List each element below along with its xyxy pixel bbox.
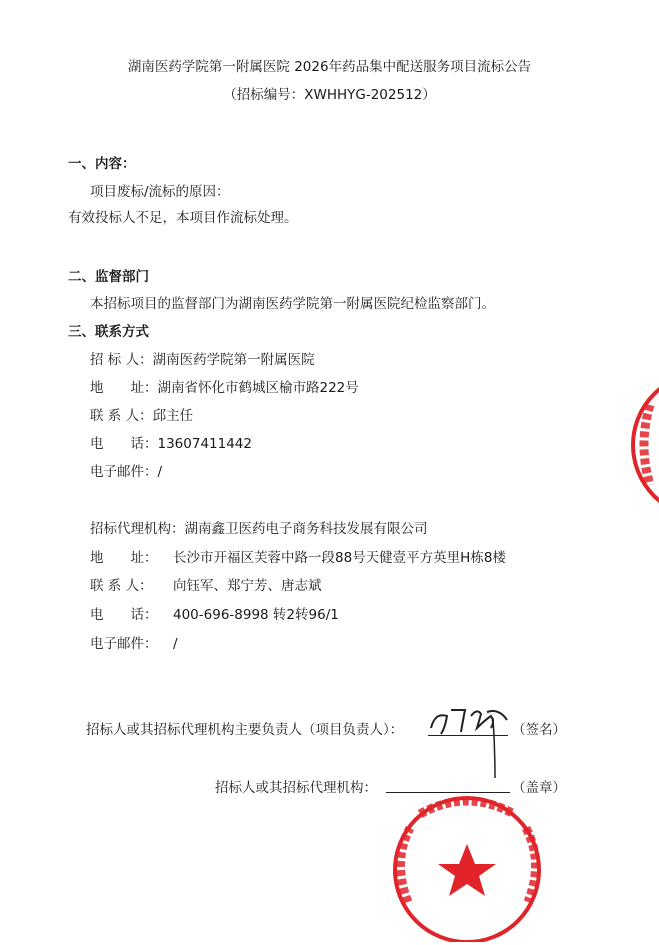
label: 招标代理机构： <box>90 521 185 537</box>
label: 联 系 人： <box>90 408 153 424</box>
section3-heading: 三、联系方式 <box>68 324 149 340</box>
section1-line2: 有效投标人不足，本项目作流标处理。 <box>68 210 298 226</box>
tenderer-contact-row <box>90 404 193 424</box>
agency-name-row <box>90 517 428 537</box>
agency-contact-row <box>90 574 322 594</box>
value: 400-696-8998 转2转96/1 <box>173 607 339 623</box>
value: 湖南医药学院第一附属医院 <box>152 352 315 368</box>
section1-line1: 项目废标/流标的原因： <box>90 184 230 200</box>
label: 电子邮件： <box>90 464 158 480</box>
section2-line1: 本招标项目的监督部门为湖南医药学院第一附属医院纪检监察部门。 <box>90 296 495 312</box>
page-title: 湖南医药学院第一附属医院 2026年药品集中配送服务项目流标公告 <box>127 59 532 75</box>
label: 地 址： <box>90 380 158 396</box>
label: 招 标 人： <box>90 352 153 368</box>
signature-label: 招标人或其招标代理机构主要负责人（项目负责人）： <box>86 722 404 738</box>
tenderer-name-row <box>90 348 315 368</box>
value: / <box>173 636 178 652</box>
tenderer-address-row <box>90 376 359 396</box>
handwritten-signature-icon <box>425 698 515 788</box>
value: 湖南鑫卫医药电子商务科技发展有限公司 <box>184 521 428 537</box>
value: 邱主任 <box>152 408 194 424</box>
agency-seal-icon <box>380 792 554 942</box>
agency-address-row <box>90 546 506 566</box>
stamp-label: 招标人或其招标代理机构： <box>215 780 377 796</box>
hospital-seal-icon <box>620 365 659 525</box>
agency-email-row <box>90 632 178 652</box>
value: 湖南省怀化市鹤城区榆市路222号 <box>157 380 359 396</box>
tenderer-email-row <box>90 460 162 480</box>
label: 电子邮件： <box>90 636 158 652</box>
signature-suffix: （签名） <box>512 722 566 738</box>
label: 联 系 人： <box>90 578 153 594</box>
tenderer-phone-row <box>90 432 252 452</box>
section1-heading: 一、内容： <box>68 156 136 172</box>
label: 电 话： <box>90 436 158 452</box>
value: / <box>157 464 163 480</box>
tender-code: （招标编号：XWHHYG-202512） <box>223 87 436 103</box>
value: 向钰军、郑宁芳、唐志斌 <box>173 578 322 594</box>
label: 地 址： <box>90 550 158 566</box>
value: 长沙市开福区芙蓉中路一段88号天健壹平方英里H栋8楼 <box>173 550 506 566</box>
label: 电 话： <box>90 607 158 623</box>
agency-phone-row <box>90 603 339 623</box>
stamp-suffix: （盖章） <box>512 780 566 796</box>
value: 13607411442 <box>157 436 252 452</box>
section2-heading: 二、监督部门 <box>68 269 149 285</box>
